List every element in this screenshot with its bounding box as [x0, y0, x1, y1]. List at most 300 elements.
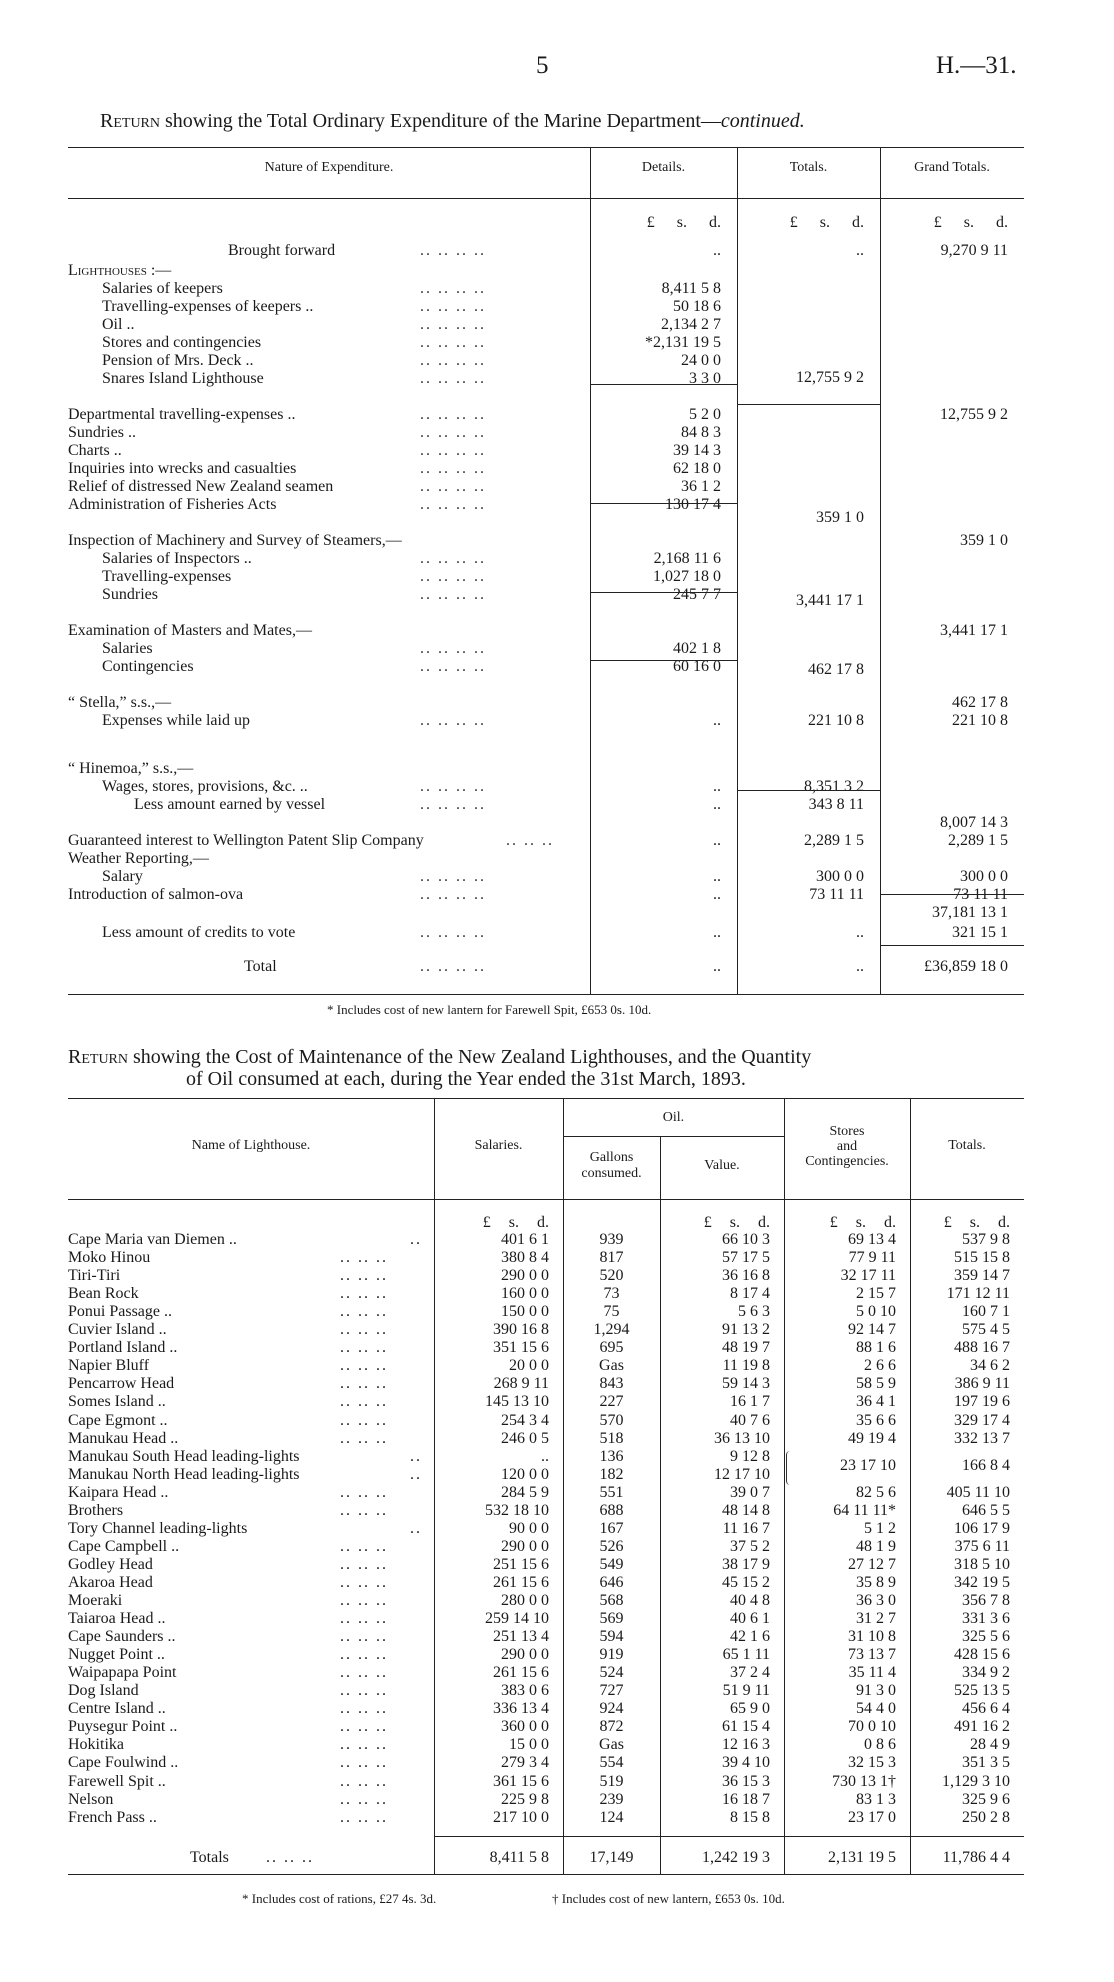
table1-row-label: Relief of distressed New Zealand seamen [68, 478, 334, 495]
table1-row-label: Lighthouses :— [68, 262, 172, 279]
lighthouse-name: Brothers [68, 1502, 124, 1519]
stores-value: 48 1 9 [856, 1538, 896, 1555]
lighthouse-name: Somes Island .. [68, 1393, 166, 1410]
unit-label: £ [482, 1214, 491, 1231]
gallons-value: Gas [599, 1736, 624, 1753]
table1-title-lead: Return [100, 110, 161, 132]
stores-value: 2 6 6 [864, 1357, 896, 1374]
leader-dots: .. [410, 1231, 422, 1248]
unit-label: s. [819, 214, 830, 231]
gallons-value: 568 [599, 1592, 624, 1609]
lighthouse-total: 575 4 5 [962, 1321, 1010, 1338]
totals-value: 221 10 8 [808, 712, 864, 729]
unit-label: d. [998, 1214, 1010, 1231]
unit-label: s. [969, 1214, 980, 1231]
gallons-value: 520 [599, 1267, 624, 1284]
salaries-value: 290 0 0 [501, 1267, 549, 1284]
leader-dots: .. .. .. .. [420, 370, 486, 387]
table1-header-totals: Totals. [789, 160, 828, 175]
table1-row-label: Administration of Fisheries Acts [68, 496, 277, 513]
oil-value: 8 15 8 [730, 1809, 770, 1826]
leader-dots: .. .. .. [340, 1303, 388, 1320]
stores-value: 2 15 7 [856, 1285, 896, 1302]
subtotal-rule [590, 384, 737, 385]
unit-label: d. [709, 214, 721, 231]
table1-row-label: Guaranteed interest to Wellington Patent Slip Company [68, 832, 424, 849]
leader-dots: .. .. .. [340, 1754, 388, 1771]
lighthouse-name: Bean Rock [68, 1285, 139, 1302]
details-value: 50 18 6 [673, 298, 721, 315]
leader-dots: .. .. .. .. [420, 424, 486, 441]
leader-dots: .. .. .. [506, 832, 554, 849]
oil-value: 8 17 4 [730, 1285, 770, 1302]
leader-dots: .. .. .. [340, 1736, 388, 1753]
leader-dots: .. .. .. .. [420, 550, 486, 567]
leader-dots: .. .. .. .. [420, 778, 486, 795]
lighthouse-name: Nelson [68, 1791, 114, 1808]
unit-label: £ [703, 1214, 712, 1231]
table2-top-rule [68, 1098, 1024, 1099]
leader-dots: .. .. .. [340, 1267, 388, 1284]
salaries-value: 261 15 6 [493, 1574, 549, 1591]
leader-dots: .. .. .. .. [420, 796, 486, 813]
stores-value: 23 17 10 [840, 1457, 896, 1474]
unit-label: s. [963, 214, 974, 231]
oil-value: 40 7 6 [730, 1412, 770, 1429]
stores-value: 0 8 6 [864, 1736, 896, 1753]
lighthouse-name: Cape Maria van Diemen .. [68, 1231, 237, 1248]
unit-label: £ [933, 214, 942, 231]
details-value: 24 0 0 [681, 352, 721, 369]
unit-label: £ [943, 1214, 952, 1231]
leader-dots: .. .. .. [340, 1538, 388, 1555]
leader-dots: .. .. .. [340, 1628, 388, 1645]
table2-header-gallons-1: Gallons [589, 1150, 634, 1165]
unit-label: d. [996, 214, 1008, 231]
table1-header-details: Details. [641, 160, 686, 175]
subtotal-rule [590, 592, 737, 593]
salaries-value: 336 13 4 [493, 1700, 549, 1717]
salaries-value: 217 10 0 [493, 1809, 549, 1826]
lighthouse-name: Waipapapa Point [68, 1664, 177, 1681]
unit-label: d. [537, 1214, 549, 1231]
subtotal-rule [737, 404, 880, 405]
table2-header-salaries: Salaries. [474, 1138, 523, 1153]
oil-value: 36 16 8 [722, 1267, 770, 1284]
table2-units-salaries [434, 1214, 549, 1232]
leader-dots: .. .. .. [340, 1285, 388, 1302]
leader-dots: .. .. .. .. [420, 406, 486, 423]
table2-title-lead: Return [68, 1046, 129, 1068]
lighthouse-total: 356 7 8 [962, 1592, 1010, 1609]
salaries-value: 246 0 5 [501, 1430, 549, 1447]
gallons-value: 727 [599, 1682, 624, 1699]
lighthouse-name: Ponui Passage .. [68, 1303, 172, 1320]
lighthouse-total: 491 16 2 [954, 1718, 1010, 1735]
gallons-value: 688 [599, 1502, 624, 1519]
details-value: .. [713, 924, 721, 941]
leader-dots: .. .. .. [340, 1646, 388, 1663]
leader-dots: .. .. .. .. [420, 478, 486, 495]
leader-dots: .. .. .. [340, 1664, 388, 1681]
gallons-value: 73 [603, 1285, 620, 1302]
gallons-value: 182 [599, 1466, 624, 1483]
unit-label: £ [789, 214, 798, 231]
table1-units-totals [737, 214, 864, 232]
oil-value: 57 17 5 [722, 1249, 770, 1266]
leader-dots: .. .. .. .. [420, 442, 486, 459]
table2-footnote-rations: * Includes cost of rations, £27 4s. 3d. [242, 1891, 437, 1906]
table1-footnote: * Includes cost of new lantern for Farewell Spit, £653 0s. 10d. [327, 1002, 652, 1017]
stores-value: 88 1 6 [856, 1339, 896, 1356]
lighthouse-total: 332 13 7 [954, 1430, 1010, 1447]
leader-dots: .. .. .. .. [420, 712, 486, 729]
table1-row-label: Salary [102, 868, 143, 885]
grand-total-value: 8,007 14 3 [940, 814, 1008, 831]
table1-column-rule [737, 147, 738, 994]
oil-value: 59 14 3 [722, 1375, 770, 1392]
oil-value: 66 10 3 [722, 1231, 770, 1248]
totals-value: 359 1 0 [816, 509, 864, 526]
leader-dots: .. .. .. .. [420, 924, 486, 941]
salaries-value: 251 15 6 [493, 1556, 549, 1573]
table1-row-label: Salaries of Inspectors .. [102, 550, 252, 567]
leader-dots: .. [410, 1520, 422, 1537]
lighthouse-name: Pencarrow Head [68, 1375, 175, 1392]
gallons-value: 227 [599, 1393, 624, 1410]
gallons-value: 1,294 [593, 1321, 630, 1338]
grand-total-value: 2,289 1 5 [948, 832, 1008, 849]
oil-value: 12 16 3 [722, 1736, 770, 1753]
gallons-value: 939 [599, 1231, 624, 1248]
table2-footnote-lantern: † Includes cost of new lantern, £653 0s. 10d. [552, 1891, 785, 1906]
details-value: .. [713, 242, 721, 259]
table2-header-gallons-2: consumed. [581, 1166, 642, 1181]
stores-value: 27 12 7 [848, 1556, 896, 1573]
unit-label: s. [855, 1214, 866, 1231]
table1-row-label: Snares Island Lighthouse [102, 370, 264, 387]
table1-header-nature: Nature of Expenditure. [264, 160, 394, 175]
oil-value: 36 13 10 [714, 1430, 770, 1447]
lighthouse-name: Moko Hinou [68, 1249, 151, 1266]
totals-value: 2,289 1 5 [804, 832, 864, 849]
lighthouse-total: 537 9 8 [962, 1231, 1010, 1248]
table1-row-label: “ Stella,” s.s.,— [68, 694, 172, 711]
subtotal-rule [590, 660, 737, 661]
gallons-value: 518 [599, 1430, 624, 1447]
stores-value: 73 13 7 [848, 1646, 896, 1663]
grand-total-value: 300 0 0 [960, 868, 1008, 885]
stores-value: 54 4 0 [856, 1700, 896, 1717]
unit-label: d. [758, 1214, 770, 1231]
lighthouse-name: Portland Island .. [68, 1339, 178, 1356]
salaries-value: 268 9 11 [493, 1375, 549, 1392]
oil-value: 38 17 9 [722, 1556, 770, 1573]
details-value: 62 18 0 [673, 460, 721, 477]
gallons-value: 843 [599, 1375, 624, 1392]
totals-value: 12,755 9 2 [796, 369, 864, 386]
lighthouse-name: Cape Foulwind .. [68, 1754, 179, 1771]
table2-title-line1 [68, 1046, 811, 1069]
lighthouse-total: 515 15 8 [954, 1249, 1010, 1266]
lighthouse-name: Moeraki [68, 1592, 123, 1609]
table2-header-name: Name of Lighthouse. [191, 1138, 311, 1153]
lighthouse-name: Godley Head [68, 1556, 153, 1573]
lighthouse-name: Dog Island [68, 1682, 139, 1699]
lighthouse-total: 646 5 5 [962, 1502, 1010, 1519]
stores-value: 36 3 0 [856, 1592, 896, 1609]
stores-value: 35 8 9 [856, 1574, 896, 1591]
totals-value: .. [856, 924, 864, 941]
leader-dots: .. .. .. [340, 1339, 388, 1356]
gallons-value: 817 [599, 1249, 624, 1266]
leader-dots: .. .. .. .. [420, 460, 486, 477]
salaries-value: 532 18 10 [485, 1502, 549, 1519]
table1-row-label: Less amount earned by vessel [134, 796, 326, 813]
totals-value: 8,351 3 2 [804, 778, 864, 795]
grand-total: 11,786 4 4 [942, 1849, 1010, 1866]
grand-total-value: 37,181 13 1 [932, 904, 1008, 921]
salaries-value: 254 3 4 [501, 1412, 549, 1429]
leader-dots: .. .. .. [340, 1682, 388, 1699]
gallons-value: 919 [599, 1646, 624, 1663]
stores-value: 32 15 3 [848, 1754, 896, 1771]
oil-value: 12 17 10 [714, 1466, 770, 1483]
lighthouse-total: 342 19 5 [954, 1574, 1010, 1591]
lighthouse-total: 488 16 7 [954, 1339, 1010, 1356]
table1-row-label: Sundries [102, 586, 158, 603]
table1-title-continued: continued. [720, 110, 805, 132]
lighthouse-name: Cape Saunders .. [68, 1628, 176, 1645]
salaries-value: 15 0 0 [509, 1736, 549, 1753]
lighthouse-name: Akaroa Head [68, 1574, 153, 1591]
table1-row-label: Wages, stores, provisions, &c. .. [102, 778, 308, 795]
lighthouse-name: Puysegur Point .. [68, 1718, 178, 1735]
totals-value: 73 11 11 [809, 886, 864, 903]
leader-dots: .. .. .. .. [420, 316, 486, 333]
lighthouse-total: 34 6 2 [970, 1357, 1010, 1374]
table1-title [100, 110, 805, 133]
salaries-value: 225 9 8 [501, 1791, 549, 1808]
unit-label: s. [508, 1214, 519, 1231]
lighthouse-total: 359 14 7 [954, 1267, 1010, 1284]
salaries-value: 390 16 8 [493, 1321, 549, 1338]
table2-units-value [660, 1214, 770, 1232]
oil-value: 16 18 7 [722, 1791, 770, 1808]
page-reference: H.—31. [936, 52, 1017, 79]
leader-dots: .. .. .. [340, 1700, 388, 1717]
table1-header-grand: Grand Totals. [914, 160, 990, 175]
oil-value: 39 0 7 [730, 1484, 770, 1501]
gallons-value: 167 [599, 1520, 624, 1537]
oil-value: 48 19 7 [722, 1339, 770, 1356]
table2-units-stores [784, 1214, 896, 1232]
totals-label: Totals [190, 1849, 229, 1866]
lighthouse-total: 325 5 6 [962, 1628, 1010, 1645]
stores-value: 92 14 7 [848, 1321, 896, 1338]
grand-total-value: 3,441 17 1 [940, 622, 1008, 639]
details-value: .. [713, 796, 721, 813]
gallons-value: 136 [599, 1448, 624, 1465]
table1-row-label: Sundries .. [68, 424, 136, 441]
oil-value: 16 1 7 [730, 1393, 770, 1410]
details-value: 5 2 0 [689, 406, 721, 423]
leader-dots: .. .. .. [340, 1484, 388, 1501]
salaries-value: .. [541, 1448, 549, 1465]
unit-label: £ [646, 214, 655, 231]
details-value: 402 1 8 [673, 640, 721, 657]
gallons-value: 594 [599, 1628, 624, 1645]
stores-value: 23 17 0 [848, 1809, 896, 1826]
table1-row-label: Stores and contingencies [102, 334, 262, 351]
leader-dots: .. .. .. [340, 1718, 388, 1735]
table1-row-label: Contingencies [102, 658, 194, 675]
totals-value: 3,441 17 1 [796, 592, 864, 609]
stores-value: 31 2 7 [856, 1610, 896, 1627]
gallons-value: 124 [599, 1809, 624, 1826]
oil-value: 65 9 0 [730, 1700, 770, 1717]
leader-dots: .. [410, 1448, 422, 1465]
unit-label: s. [676, 214, 687, 231]
oil-value: 37 5 2 [730, 1538, 770, 1555]
details-value: 2,168 11 6 [653, 550, 721, 567]
leader-dots: .. .. .. [340, 1574, 388, 1591]
lighthouse-total: 456 6 4 [962, 1700, 1010, 1717]
salaries-value: 383 0 6 [501, 1682, 549, 1699]
gallons-value: 569 [599, 1610, 624, 1627]
stores-value: 36 4 1 [856, 1393, 896, 1410]
stores-value: 35 6 6 [856, 1412, 896, 1429]
details-value: 8,411 5 8 [661, 280, 721, 297]
details-value: 3 3 0 [689, 370, 721, 387]
gallons-value: 549 [599, 1556, 624, 1573]
total-gallons: 17,149 [589, 1849, 634, 1866]
lighthouse-total: 331 3 6 [962, 1610, 1010, 1627]
unit-label: d. [884, 1214, 896, 1231]
oil-value: 45 15 2 [722, 1574, 770, 1591]
salaries-value: 284 5 9 [501, 1484, 549, 1501]
total-oil-value: 1,242 19 3 [702, 1849, 770, 1866]
leader-dots: .. .. .. .. [420, 886, 486, 903]
salaries-value: 290 0 0 [501, 1646, 549, 1663]
details-value: .. [713, 868, 721, 885]
gallons-value: 695 [599, 1339, 624, 1356]
subtotal-rule [880, 945, 1024, 946]
leader-dots: .. .. .. [340, 1592, 388, 1609]
totals-rule [434, 1836, 1024, 1837]
stores-value: 5 1 2 [864, 1520, 896, 1537]
lighthouse-name: Cape Campbell .. [68, 1538, 180, 1555]
stores-value: 69 13 4 [848, 1231, 896, 1248]
oil-value: 51 9 11 [722, 1682, 770, 1699]
table1-row-label: Expenses while laid up [102, 712, 250, 729]
table1-units-grand [880, 214, 1008, 232]
grand-total-value: £36,859 18 0 [924, 958, 1008, 975]
oil-value: 61 15 4 [722, 1718, 770, 1735]
salaries-value: 20 0 0 [509, 1357, 549, 1374]
details-value: 84 8 3 [681, 424, 721, 441]
table1-row-label: Examination of Masters and Mates,— [68, 622, 312, 639]
leader-dots: .. .. .. [340, 1375, 388, 1392]
leader-dots: .. .. .. [340, 1610, 388, 1627]
oil-value: 40 6 1 [730, 1610, 770, 1627]
leader-dots: .. .. .. [340, 1773, 388, 1790]
table1-row-label: Departmental travelling-expenses .. [68, 406, 296, 423]
details-value: .. [713, 886, 721, 903]
table1-row-label: Travelling-expenses of keepers .. [102, 298, 314, 315]
table2-title-line2: of Oil consumed at each, during the Year ended the 31st March, 1893. [186, 1068, 746, 1090]
table1-row-label: Total [244, 958, 277, 975]
salaries-value: 360 0 0 [501, 1718, 549, 1735]
stores-value: 5 0 10 [856, 1303, 896, 1320]
leader-dots: .. .. .. .. [420, 568, 486, 585]
salaries-value: 351 15 6 [493, 1339, 549, 1356]
oil-value: 48 14 8 [722, 1502, 770, 1519]
lighthouse-name: Manukau North Head leading-lights [68, 1466, 300, 1483]
salaries-value: 279 3 4 [501, 1754, 549, 1771]
lighthouse-total: 329 17 4 [954, 1412, 1010, 1429]
totals-value: .. [856, 958, 864, 975]
leader-dots: .. [410, 1466, 422, 1483]
stores-value: 31 10 8 [848, 1628, 896, 1645]
lighthouse-total: 28 4 9 [970, 1736, 1010, 1753]
salaries-value: 120 0 0 [501, 1466, 549, 1483]
table1-row-label: Less amount of credits to vote [102, 924, 296, 941]
leader-dots: .. .. .. .. [420, 586, 486, 603]
details-value: 130 17 4 [665, 496, 721, 513]
table2-header-value: Value. [704, 1158, 740, 1173]
table2-header-stores-1: Stores [829, 1124, 865, 1139]
table1-row-label: Oil .. [102, 316, 135, 333]
lighthouse-total: 525 13 5 [954, 1682, 1010, 1699]
oil-value: 37 2 4 [730, 1664, 770, 1681]
lighthouse-name: Cuvier Island .. [68, 1321, 167, 1338]
lighthouse-total: 1,129 3 10 [942, 1773, 1010, 1790]
leader-dots: .. .. .. [340, 1321, 388, 1338]
totals-value: 462 17 8 [808, 661, 864, 678]
totals-value: 300 0 0 [816, 868, 864, 885]
details-value: 60 16 0 [673, 658, 721, 675]
stores-value: 32 17 11 [840, 1267, 896, 1284]
lighthouse-total: 166 8 4 [962, 1457, 1010, 1474]
leader-dots: .. .. .. [340, 1249, 388, 1266]
stores-value: 82 5 6 [856, 1484, 896, 1501]
table1-row-label: “ Hinemoa,” s.s.,— [68, 760, 194, 777]
leader-dots: .. .. .. [340, 1809, 388, 1826]
lighthouse-name: Tory Channel leading-lights [68, 1520, 248, 1537]
table2-units-totals [910, 1214, 1010, 1232]
salaries-value: 280 0 0 [501, 1592, 549, 1609]
gallons-value: 924 [599, 1700, 624, 1717]
leader-dots: .. .. .. [340, 1357, 388, 1374]
grand-total-value: 359 1 0 [960, 532, 1008, 549]
details-value: 245 7 7 [673, 586, 721, 603]
leader-dots: .. .. .. [340, 1556, 388, 1573]
table2-header-rule [68, 1199, 1024, 1200]
lighthouse-total: 351 3 5 [962, 1754, 1010, 1771]
leader-dots: .. .. .. [340, 1791, 388, 1808]
totals-value: 343 8 11 [808, 796, 864, 813]
salaries-value: 251 13 4 [493, 1628, 549, 1645]
oil-value: 40 4 8 [730, 1592, 770, 1609]
stores-value: 77 9 11 [848, 1249, 896, 1266]
subtotal-rule [880, 894, 1024, 895]
table1-row-label: Salaries of keepers [102, 280, 223, 297]
stores-value: 35 11 4 [848, 1664, 896, 1681]
lighthouse-total: 428 15 6 [954, 1646, 1010, 1663]
grand-total-value: 73 11 11 [953, 886, 1008, 903]
salaries-value: 145 13 10 [485, 1393, 549, 1410]
